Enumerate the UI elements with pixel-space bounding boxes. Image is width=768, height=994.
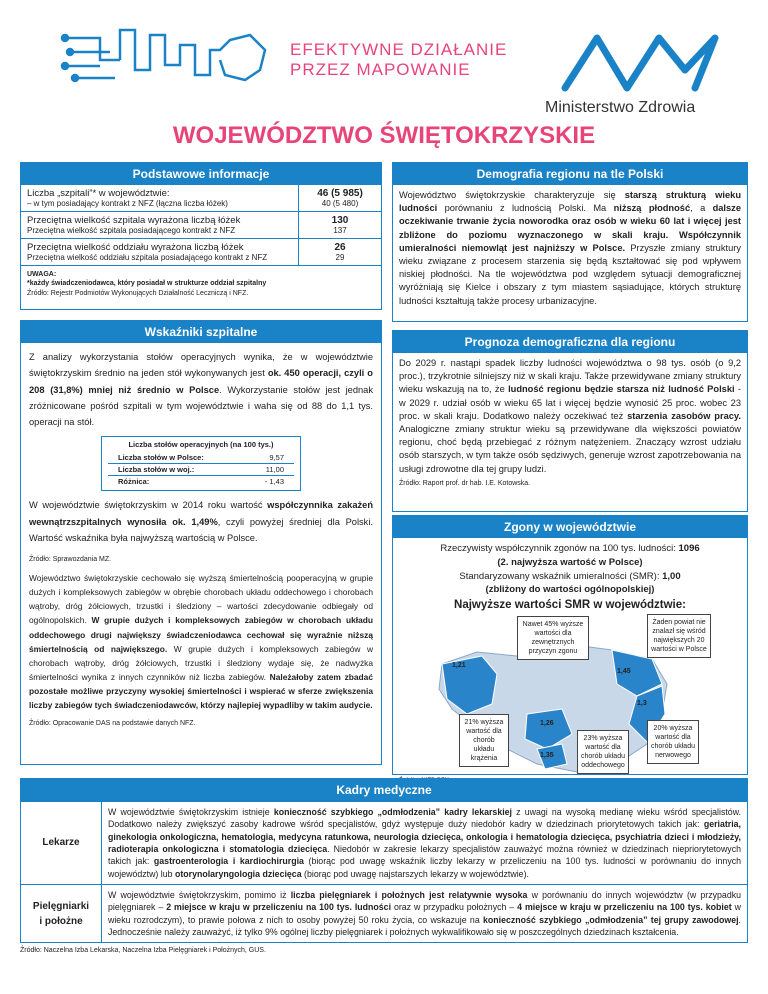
operating-tables-text: Z analizy wykorzystania stołów operacyjnych wynika, że w województwie świętokrzyskim średnio na jeden stół wykonywanych jest ok. 450 operacji, czyli o 208 (31,8%) mniej niż średnio w Polsce. Wykorzystanie stołów jest jednak zróżnicowane pośród szpitali w tym województwie i waha się od 88 do 1,1 tys. operacji na stół. — [29, 352, 373, 428]
info-label: Przeciętna wielkość szpitala wyrażona liczbą łóżek — [27, 215, 241, 226]
info-value: 26 — [334, 242, 346, 253]
info-sublabel: Przeciętna wielkość oddziału szpitala posiadającego kontrakt z NFZ — [27, 253, 268, 262]
page-title: WOJEWÓDZTWO ŚWIĘTOKRZYSKIE — [172, 122, 596, 149]
map-value: 1,26 — [540, 719, 554, 727]
table-row: Różnica: - 1,43 — [118, 477, 284, 487]
info-row — [21, 239, 381, 266]
basic-info-title: Podstawowe informacje — [21, 163, 381, 185]
basic-info-panel — [20, 162, 382, 310]
smr-map — [397, 614, 743, 776]
hospital-indicators-panel — [20, 320, 382, 765]
logo-tagline — [290, 40, 507, 79]
hospital-indicators-title: Wskaźniki szpitalne — [21, 321, 381, 343]
callout-external-causes: Nawet 45% wyższe wartości dla zewnętrznych przyczyn zgonu — [517, 616, 589, 660]
info-sublabel: – w tym posiadający kontrakt z NFZ (łączna liczba łóżek) — [27, 199, 228, 208]
demography-panel — [392, 162, 748, 322]
doctors-row — [20, 802, 748, 885]
nurses-text: W województwie świętokrzyskim, pomimo iż liczba pielęgniarek i położnych jest relatywnie wysoka w porównaniu do innych województw (w przypadku pielęgniarek – 2 miejsce w kraju w przeliczeniu na 100 tys. ludności oraz w przypadku położnych – 4 miejsce w kraju w przeliczeniu na 100 tys. kobiet w wieku rozrodczym), to prawie połowa z nich to osoby powyżej 50 roku życia, co wskazuje na konieczność szybkiego „odmłodzenia” tej grupy zawodowej. Jednocześnie należy zauważyć, iż tylko 9% ogólnej liczby pielęgniarek i położnych wykwalifikowało się w poszczególnych dziedzinach kształcenia. — [108, 889, 742, 937]
mortality-text: Województwo świętokrzyskie cechowało się wyższą śmiertelnością pooperacyjną w grupie dużych i kompleksowych zabiegów w obrębie chorobach układu oddechowego i chorobach wątroby, dróg żółciowych, trzustki i śledziony – wartości zdecydowanie odbiegały od ogólnopolskich. W grupie dużych i kompleksowych zabiegów w chorobach układu oddechowego drugi największy świadczeniodawca cechował się wyraźnie niższą śmiertelnością od największego. W grupie dużych i kompleksowych zabiegów w chorobach wątroby, dróg żółciowych, trzustki i śledziony wydaje się, że nadwyżka śmiertelności wynika z innych czynników niż liczba zabiegów. Należałoby zatem zbadać pozostałe możliwe przyczyny wysokiej śmiertelności i wspierać w sferze zwiększenia liczby zabiegów tych świadczeniodawców, którzy najlepiej wypadliby w takim audycie. — [29, 573, 374, 711]
logo-text-line-2: PRZEZ MAPOWANIE — [290, 59, 471, 79]
map-value: 1,3 — [637, 699, 647, 707]
source-note: Źródło: Raport prof. dr hab. I.E. Kotowska. — [399, 479, 531, 487]
map-value: 1,45 — [617, 667, 631, 675]
note-text: *każdy świadczeniodawca, który posiadał w strukturze oddział szpitalny — [27, 280, 267, 288]
callout-nervous: 20% wyższa wartość dla chorób układu nerwowego — [647, 720, 699, 764]
map-value: 1,21 — [452, 661, 466, 669]
info-label: Liczba „szpitali”* w województwie: — [27, 188, 170, 199]
info-row — [21, 212, 381, 239]
source-note: Źródło: Opracowanie DAS na podstawie danych NFZ. — [29, 720, 196, 728]
table-title: Liczba stołów operacyjnych (na 100 tys.) — [128, 440, 274, 450]
note-title: UWAGA: — [27, 271, 57, 278]
ministry-name: Ministerstwo Zdrowia — [545, 99, 696, 116]
logo-text-line-1: EFEKTYWNE DZIAŁANIE — [290, 40, 508, 59]
map-value: 1,35 — [540, 751, 554, 759]
deaths-title: Zgony w województwie — [393, 516, 747, 538]
callout-circulatory: 21% wyższa wartość dla chorób układu krążenia — [459, 714, 509, 767]
doctors-label: Lekarze — [21, 802, 102, 884]
deaths-panel — [392, 515, 748, 775]
deaths-summary: Rzeczywisty współczynnik zgonów na 100 tys. ludności: 1096 (2. najwyższa wartość w Polsce) Standaryzowany wskaźnik umieralności (SMR): 1,00 (zbliżony do wartości ogólnopolskiej) Najwyższe wartości SMR w województwie: — [393, 538, 747, 614]
table-row: Liczba stołów w woj.: 11,00 — [108, 464, 294, 476]
info-value: 46 (5 985) — [317, 188, 363, 199]
callout-no-district: Żaden powiat nie znalazł się wśród największych 20 wartości w Polsce — [647, 614, 711, 658]
note-source: Źródło: Rejestr Podmiotów Wykonujących Działalność Leczniczą i NFZ. — [27, 289, 249, 297]
map-title: Najwyższe wartości SMR w województwie: — [454, 599, 686, 612]
staff-title: Kadry medyczne — [20, 778, 748, 802]
nurses-row — [20, 885, 748, 943]
info-value: 130 — [331, 215, 349, 226]
operating-tables-table — [101, 436, 301, 491]
info-sublabel: Przeciętna wielkość szpitala posiadającego kontrakt z NFZ — [27, 226, 236, 235]
source-note: Źródło: Naczelna Izba Lekarska, Naczelna Izba Pielęgniarek i Położnych, GUS. — [20, 947, 266, 955]
info-subvalue: 40 (5 480) — [321, 199, 359, 208]
staff-panel — [20, 778, 748, 983]
info-subvalue: 137 — [333, 226, 347, 235]
header-logo — [60, 20, 290, 90]
info-row — [21, 185, 381, 212]
forecast-title: Prognoza demograficzna dla regionu — [393, 331, 747, 353]
demography-title: Demografia regionu na tle Polski — [393, 163, 747, 185]
basic-info-note — [21, 266, 381, 302]
doctors-text: W województwie świętokrzyskim istnieje konieczność szybkiego „odmłodzenia” kadry lekarskiej z uwagi na wysoką medianę wieku wśród specjalistów. Dodatkowo należy zwiększyć zasoby kadrowe wśród specjalistów, gdyż występuje duży niedobór kadry w dziedzinach priorytetowych takich jak: geriatria, ginekologia onkologiczna, hematologia, medycyna ratunkowa, neurologia dziecięca, onkologia i hematologia dziecięca, psychiatria dzieci i młodzieży, radioterapia onkologiczna i stomatologia dziecięca. Niedobór w zakresie lekarzy specjalistów zauważyć można również w dziedzinach niepriorytetowych takich jak: gastroenterologia i kardiochirurgia (biorąc pod uwagę wskaźnik liczby lekarzy w przeliczeniu na 100 tys. ludności w porównaniu do innych województw) lub otorynolaryngologia dziecięca (biorąc pod uwagę najstarszych lekarzy w województwie). — [108, 807, 742, 879]
forecast-text: Do 2029 r. nastąpi spadek liczby ludności województwa o 98 tys. osób (o 9,2 proc.), trzykrotnie silniejszy niż w skali kraju. Także przewidywane zmiany struktury wieku wskazują na to, że ludność regionu będzie starsza niż ludność Polski - w 2029 r. udział osób w wieku 65 lat i więcej będzie wynosić 25 proc. wobec 23 proc. w skali kraju. Dodatkowo należy oczekiwać też starzenia zasobów pracy. Analogiczne zmiany struktur wieku są przewidywane dla większości powiatów regionu, choć będą przebiegać z różnym natężeniem. Znaczący wzrost udziału osób starszych, w tym także osób sędziwych, generuje wzrost zapotrzebowania na usługi zdrowotne dla tej grupy ludzi. — [399, 358, 741, 474]
source-note: Źródło: Sprawozdania MZ. — [29, 556, 112, 564]
circuit-logo-icon — [60, 20, 290, 90]
table-row: Liczba stołów w Polsce: 9,57 — [108, 452, 294, 464]
forecast-panel — [392, 330, 748, 512]
nurses-label: Pielęgniarki i położne — [21, 885, 102, 942]
ministry-logo — [545, 30, 745, 120]
infection-text: W województwie świętokrzyskim w 2014 roku wartość współczynnika zakażeń wewnątrzszpitalnych wynosiła ok. 1,49%, czyli powyżej średniej dla Polski. Wartość wskaźnika była najwyższą wartością w Polsce. — [29, 500, 373, 543]
demography-text: Województwo świętokrzyskie charakteryzuje się starszą strukturą wieku ludności porównaniu z ludnością Polski. Ma niższą płodność, a dalsze oczekiwanie trwanie życia noworodka oraz osób w wieku 60 lat i więcej jest zbliżone do poziomu wyznaczonego w skali kraju. Współczynnik umieralności niemowląt jest najniższy w Polsce. Przyszłe zmiany struktury wieku związane z procesem starzenia się będą kształtować się pod wpływem niskiej płodności. Na tle województwa pod względem sytuacji demograficznej wyróżniają się Kielce i obszary z tym miastem sąsiadujące, których strukturę ludności kształtują także procesy urbanizacyjne. — [399, 190, 741, 306]
callout-respiratory: 23% wyższa wartość dla chorób układu oddechowego — [577, 730, 629, 774]
info-label: Przeciętna wielkość oddziału wyrażona liczbą łóżek — [27, 242, 244, 253]
info-subvalue: 29 — [335, 253, 345, 262]
mz-logo-icon — [545, 30, 745, 92]
